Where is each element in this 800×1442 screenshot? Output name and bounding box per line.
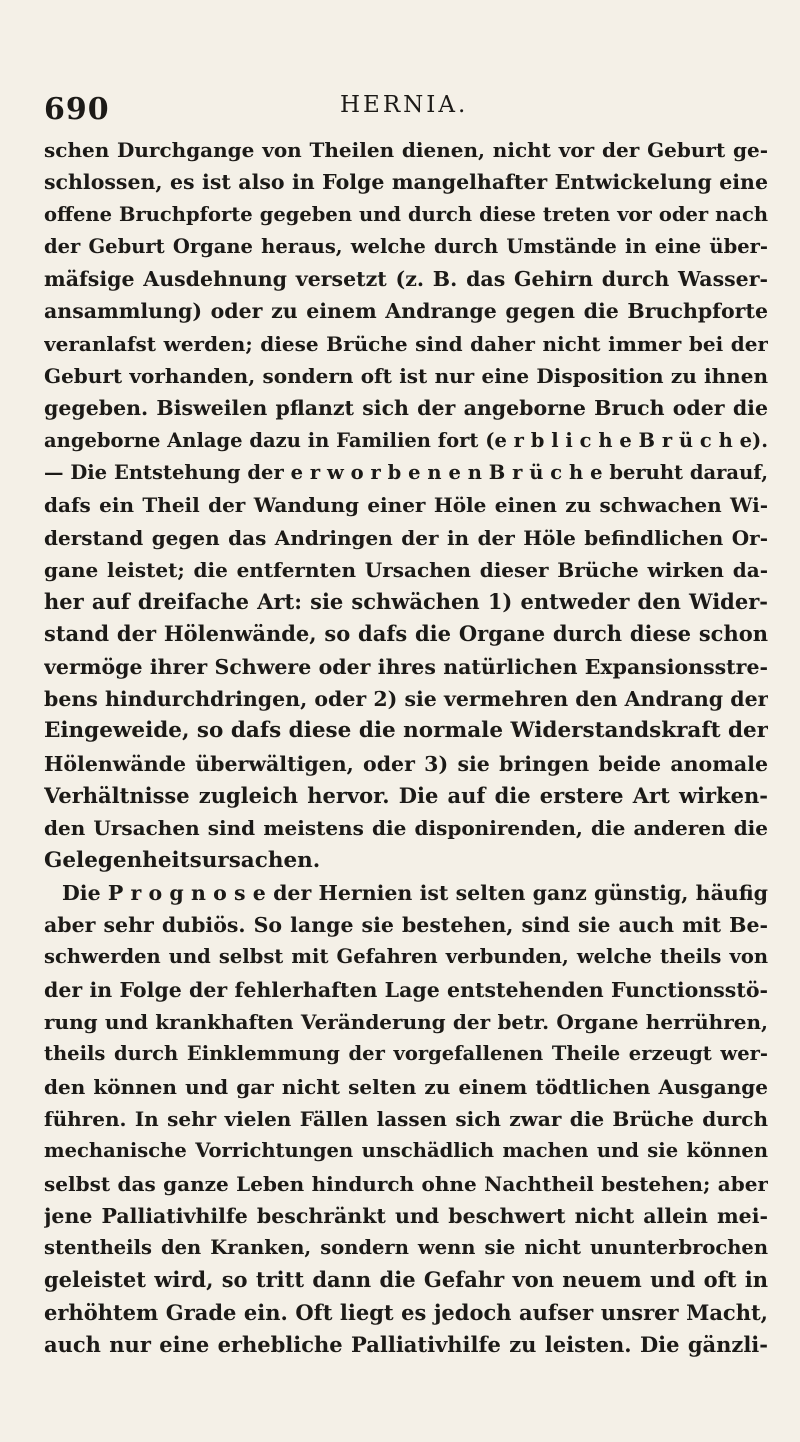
text-line: angeborne Anlage dazu in Familien fort (e r b l i c h e B r ü c h e). [44,428,768,452]
body-text [44,134,768,1361]
text-line: mäfsige Ausdehnung versetzt (z. B. das Gehirn durch Wasser- [44,267,768,292]
text-line: geleistet wird, so tritt dann die Gefahr von neuem und oft in [44,1267,768,1293]
text-line: Eingeweide, so dafs diese die normale Widerstandskraft der [44,718,768,744]
text-line: Die P r o g n o s e der Hernien ist selten ganz günstig, häufig [62,880,768,905]
page-header [0,88,800,128]
text-line: dafs ein Theil der Wandung einer Höle einen zu schwachen Wi- [44,493,768,518]
text-line: gane leistet; die entfernten Ursachen dieser Brüche wirken da- [44,557,768,582]
text-line: Hölenwände überwältigen, oder 3) sie bringen beide anomale [44,751,768,776]
text-line: schen Durchgange von Theilen dienen, nicht vor der Geburt ge- [44,138,768,162]
text-line: selbst das ganze Leben hindurch ohne Nachtheil bestehen; aber [44,1171,768,1196]
text-line: her auf dreifache Art: sie schwächen 1) entweder den Wider- [44,589,768,615]
page-number: 690 [44,92,110,127]
text-line: offene Bruchpforte gegeben und durch diese treten vor oder nach [44,202,768,226]
text-line: Geburt vorhanden, sondern oft ist nur eine Disposition zu ihnen [44,364,768,389]
text-line: veranlafst werden; diese Brüche sind daher nicht immer bei der [44,331,768,356]
text-line: derstand gegen das Andringen der in der Höle befindlichen Or- [44,525,768,550]
text-line: Gelegenheitsursachen. [44,847,321,873]
text-line: vermöge ihrer Schwere oder ihres natürlichen Expansionsstre- [44,654,768,679]
text-line: — Die Entstehung der e r w o r b e n e n B r ü c h e beruht darauf, [44,460,768,484]
text-line: der Geburt Organe heraus, welche durch Umstände in eine über- [44,234,768,258]
text-line: aber sehr dubiös. So lange sie bestehen, sind sie auch mit Be- [44,913,768,938]
running-head: HERNIA. [340,92,469,118]
text-line: rung und krankhaften Veränderung der betr. Organe herrühren, [44,1010,768,1035]
text-line: ansammlung) oder zu einem Andrange gegen die Bruchpforte [44,299,768,324]
text-line: auch nur eine erhebliche Palliativhilfe zu leisten. Die gänzli- [44,1331,768,1357]
text-line: schwerden und selbst mit Gefahren verbunden, welche theils von [44,945,768,969]
text-line: stentheils den Kranken, sondern wenn sie nicht ununterbrochen [44,1236,768,1260]
text-line: bens hindurchdringen, oder 2) sie vermehren den Andrang der [44,687,768,712]
text-line: führen. In sehr vielen Fällen lassen sich zwar die Brüche durch [44,1106,768,1131]
text-line: stand der Hölenwände, so dafs die Organe durch diese schon [44,621,768,647]
text-line: jene Palliativhilfe beschränkt und beschwert nicht allein mei- [44,1203,768,1228]
text-line: Verhältnisse zugleich hervor. Die auf die erstere Art wirken- [44,782,768,808]
text-line: den Ursachen sind meistens die disponirenden, die anderen die [44,816,768,841]
text-line: theils durch Einklemmung der vorgefallenen Theile erzeugt wer- [44,1042,768,1066]
text-line: mechanische Vorrichtungen unschädlich machen und sie können [44,1139,768,1163]
text-line: schlossen, es ist also in Folge mangelhafter Entwickelung eine [44,170,768,195]
text-line: gegeben. Bisweilen pflanzt sich der angeborne Bruch oder die [44,396,768,421]
text-line: den können und gar nicht selten zu einem tödtlichen Ausgange [44,1074,768,1099]
text-line: der in Folge der fehlerhaften Lage entstehenden Functionsstö- [44,977,768,1002]
text-line: erhöhtem Grade ein. Oft liegt es jedoch aufser unsrer Macht, [44,1299,768,1325]
